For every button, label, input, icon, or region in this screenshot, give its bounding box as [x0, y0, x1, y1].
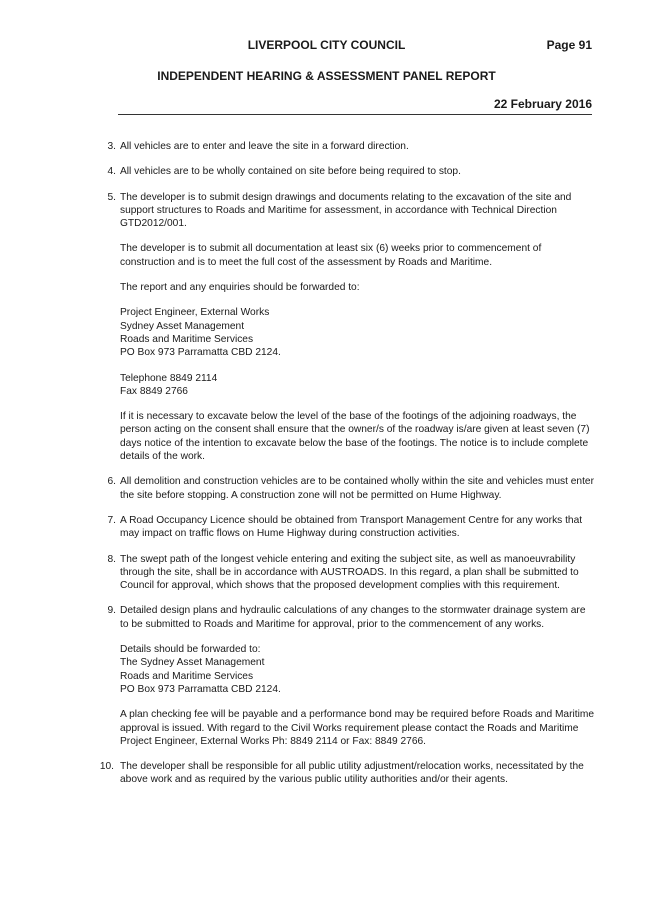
- address-block: [120, 643, 594, 696]
- address-line: Sydney Asset Management: [120, 320, 245, 332]
- condition-number: 4.: [107, 166, 116, 178]
- contact-block: [120, 372, 594, 399]
- condition-number: 10.: [99, 761, 114, 773]
- address-line: Roads and Maritime Services: [120, 670, 254, 682]
- address-line: PO Box 973 Parramatta CBD 2124.: [120, 347, 281, 359]
- conditions-list: [99, 140, 595, 799]
- condition-text: All vehicles are to be wholly contained on site before being required to stop.: [120, 166, 461, 178]
- condition-number: 7.: [107, 514, 116, 526]
- address-line: PO Box 973 Parramatta CBD 2124.: [120, 683, 281, 695]
- condition-4: [104, 165, 594, 178]
- address-block: [120, 306, 594, 359]
- report-date: 22 February 2016: [493, 97, 592, 111]
- condition-text: A plan checking fee will be payable and a performance bond may be required before Roads and Maritime approval is issued. With regard to the Civil Works requirement please contact the Roads and Maritime Project Engineer, External Works Ph: 8849 2114 or Fax: 8849 2766.: [120, 709, 595, 747]
- condition-text: All demolition and construction vehicles are to be contained wholly within the site and vehicles must enter the site before stopping. A construction zone will not be permitted on Hume Highway.: [120, 476, 594, 501]
- condition-text: Detailed design plans and hydraulic calculations of any changes to the stormwater drainage system are to be submitted to Roads and Maritime for approval, prior to the commencement of any works.: [120, 605, 586, 630]
- report-title: INDEPENDENT HEARING & ASSESSMENT PANEL REPORT: [157, 69, 496, 83]
- condition-7: [104, 514, 594, 541]
- condition-5: [104, 191, 594, 464]
- telephone-line: Telephone 8849 2114: [120, 372, 218, 384]
- council-name: LIVERPOOL CITY COUNCIL: [247, 38, 406, 52]
- condition-text: The report and any enquiries should be forwarded to:: [120, 282, 360, 294]
- header-divider: [118, 114, 592, 115]
- condition-text: A Road Occupancy Licence should be obtained from Transport Management Centre for any works that may impact on traffic flows on Hume Highway during construction activities.: [120, 514, 583, 540]
- condition-text: The swept path of the longest vehicle entering and exiting the subject site, as well as manoeuvrability through the site, shall be in accordance with AUSTROADS. In this regard, a plan shall be submitted to Council for approval, which shows that the proposed development complies with this requirement.: [120, 553, 579, 592]
- condition-text: All vehicles are to enter and leave the site in a forward direction.: [120, 141, 409, 152]
- condition-number: 5.: [107, 191, 116, 203]
- condition-8: [104, 553, 594, 593]
- page-number: Page 91: [546, 38, 592, 52]
- condition-number: 9.: [107, 605, 116, 617]
- condition-10: [99, 760, 594, 787]
- condition-9: [104, 604, 594, 748]
- address-line: Roads and Maritime Services: [120, 333, 254, 345]
- condition-number: 6.: [107, 476, 116, 488]
- condition-number: 8.: [107, 553, 116, 565]
- condition-3: [104, 140, 594, 153]
- condition-text: If it is necessary to excavate below the level of the base of the footings of the adjoining roadways, the person acting on the consent shall ensure that the owner/s of the roadway is/are given at least seven (7) days notice of the intention to excavate below the base of the footings. The notice is to include complete details of the work.: [120, 411, 590, 463]
- address-line: Details should be forwarded to:: [120, 644, 261, 656]
- address-line: Project Engineer, External Works: [120, 307, 270, 319]
- fax-line: Fax 8849 2766: [120, 385, 188, 397]
- condition-text: The developer is to submit design drawings and documents relating to the excavation of the site and support structures to Roads and Maritime for assessment, in accordance with Technical Direction GTD2012/001.: [120, 191, 572, 230]
- condition-number: 3.: [107, 141, 116, 152]
- condition-6: [104, 475, 594, 502]
- condition-text: The developer is to submit all documentation at least six (6) weeks prior to commencement of construction and is to meet the full cost of the assessment by Roads and Maritime.: [120, 243, 542, 268]
- condition-text: The developer shall be responsible for all public utility adjustment/relocation works, necessitated by the above work and as required by the various public utility authorities and/or their agents.: [120, 761, 584, 786]
- address-line: The Sydney Asset Management: [120, 657, 265, 669]
